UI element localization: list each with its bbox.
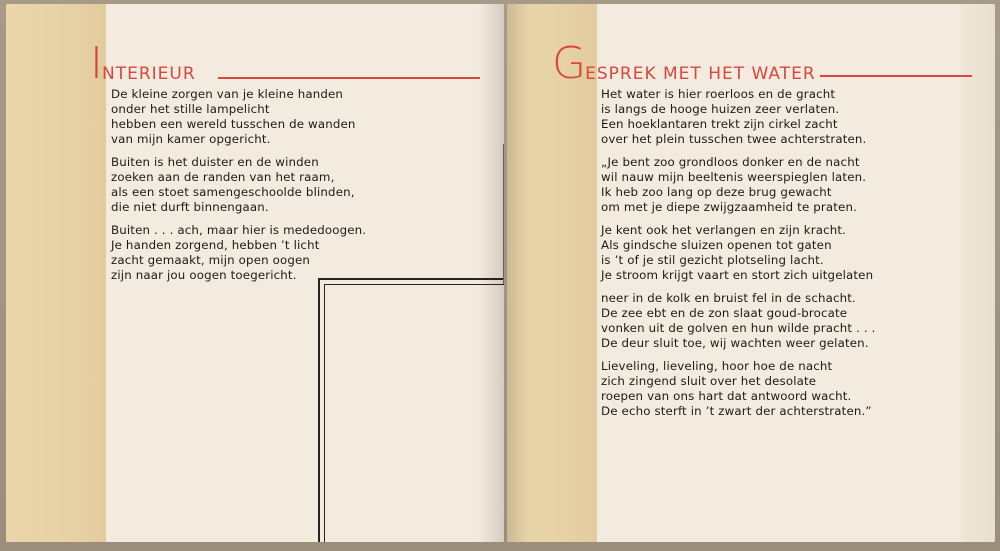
poem-line: zoeken aan de randen van het raam, [111,170,335,184]
decorative-frame-inner [324,284,504,542]
stanza [601,155,876,215]
poem-line: Je handen zorgend, hebben ’t licht [111,238,320,252]
poem-line: wil nauw mijn beeltenis weerspieglen laten. [601,170,867,184]
poem-line: De deur sluit toe, wij wachten weer gelaten. [601,336,869,350]
poem-line: Het water is hier roerloos en de gracht [601,87,836,101]
stanza [601,359,876,419]
poem-line: over het plein tusschen twee achterstraten. [601,132,867,146]
poem-line: roepen van ons hart dat antwoord wacht. [601,389,852,403]
poem-line: Als gindsche sluizen openen tot gaten [601,238,832,252]
poem-line: om met je diepe zwijgzaamheid te praten. [601,200,857,214]
left-title-rest: NTERIEUR [101,64,196,84]
poem-line: vonken uit de golven en hun wilde pracht . . . [601,321,876,335]
stanza [111,87,366,147]
poem-line: „Je bent zoo grondloos donker en de nacht [601,155,860,169]
stanza [111,155,366,215]
left-poem [111,87,366,291]
poem-line: zacht gemaakt, mijn open oogen [111,253,311,267]
poem-line: Je kent ook het verlangen en zijn kracht. [601,223,847,237]
poem-line: hebben een wereld tusschen de wanden [111,117,356,131]
poem-line: Een hoeklantaren trekt zijn cirkel zacht [601,117,838,131]
right-page-edge [961,4,995,542]
poem-line: zich zingend sluit over het desolate [601,374,817,388]
poem-line: De kleine zorgen van je kleine handen [111,87,344,101]
right-page-title [552,38,816,89]
right-poem [601,87,876,427]
poem-line: zijn naar jou oogen toegericht. [111,268,297,282]
left-title-initial: I [90,38,102,89]
spine-crease [503,144,504,284]
poem-line: Buiten . . . ach, maar hier is mededoogen. [111,223,367,237]
poem-line: die niet durft binnengaan. [111,200,269,214]
stanza [601,223,876,283]
left-page [6,4,504,542]
right-title-initial: G [552,38,586,89]
right-title-rest: ESPREK MET HET WATER [585,64,816,84]
stanza [601,87,876,147]
poem-line: Ik heb zoo lang op deze brug gewacht [601,185,832,199]
left-title-rule [218,77,480,79]
poem-line: Lieveling, lieveling, hoor hoe de nacht [601,359,833,373]
stanza [111,223,366,283]
poem-line: als een stoet samengeschoolde blinden, [111,185,355,199]
stanza [601,291,876,351]
right-title-rule [820,75,972,77]
poem-line: De echo sterft in ’t zwart der achterstraten.” [601,404,872,418]
poem-line: is langs de hooge huizen zeer verlaten. [601,102,840,116]
poem-line: neer in de kolk en bruist fel in de schacht. [601,291,856,305]
poem-line: onder het stille lampelicht [111,102,270,116]
poem-line: is ’t of je stil gezicht plotseling lacht. [601,253,824,267]
right-page [507,4,995,542]
right-gutter-shadow [507,4,529,542]
poem-line: Buiten is het duister en de winden [111,155,319,169]
poem-line: De zee ebt en de zon slaat goud-brocate [601,306,848,320]
poem-line: van mijn kamer opgericht. [111,132,271,146]
poem-line: Je stroom krijgt vaart en stort zich uitgelaten [601,268,874,282]
left-page-title [90,38,196,89]
